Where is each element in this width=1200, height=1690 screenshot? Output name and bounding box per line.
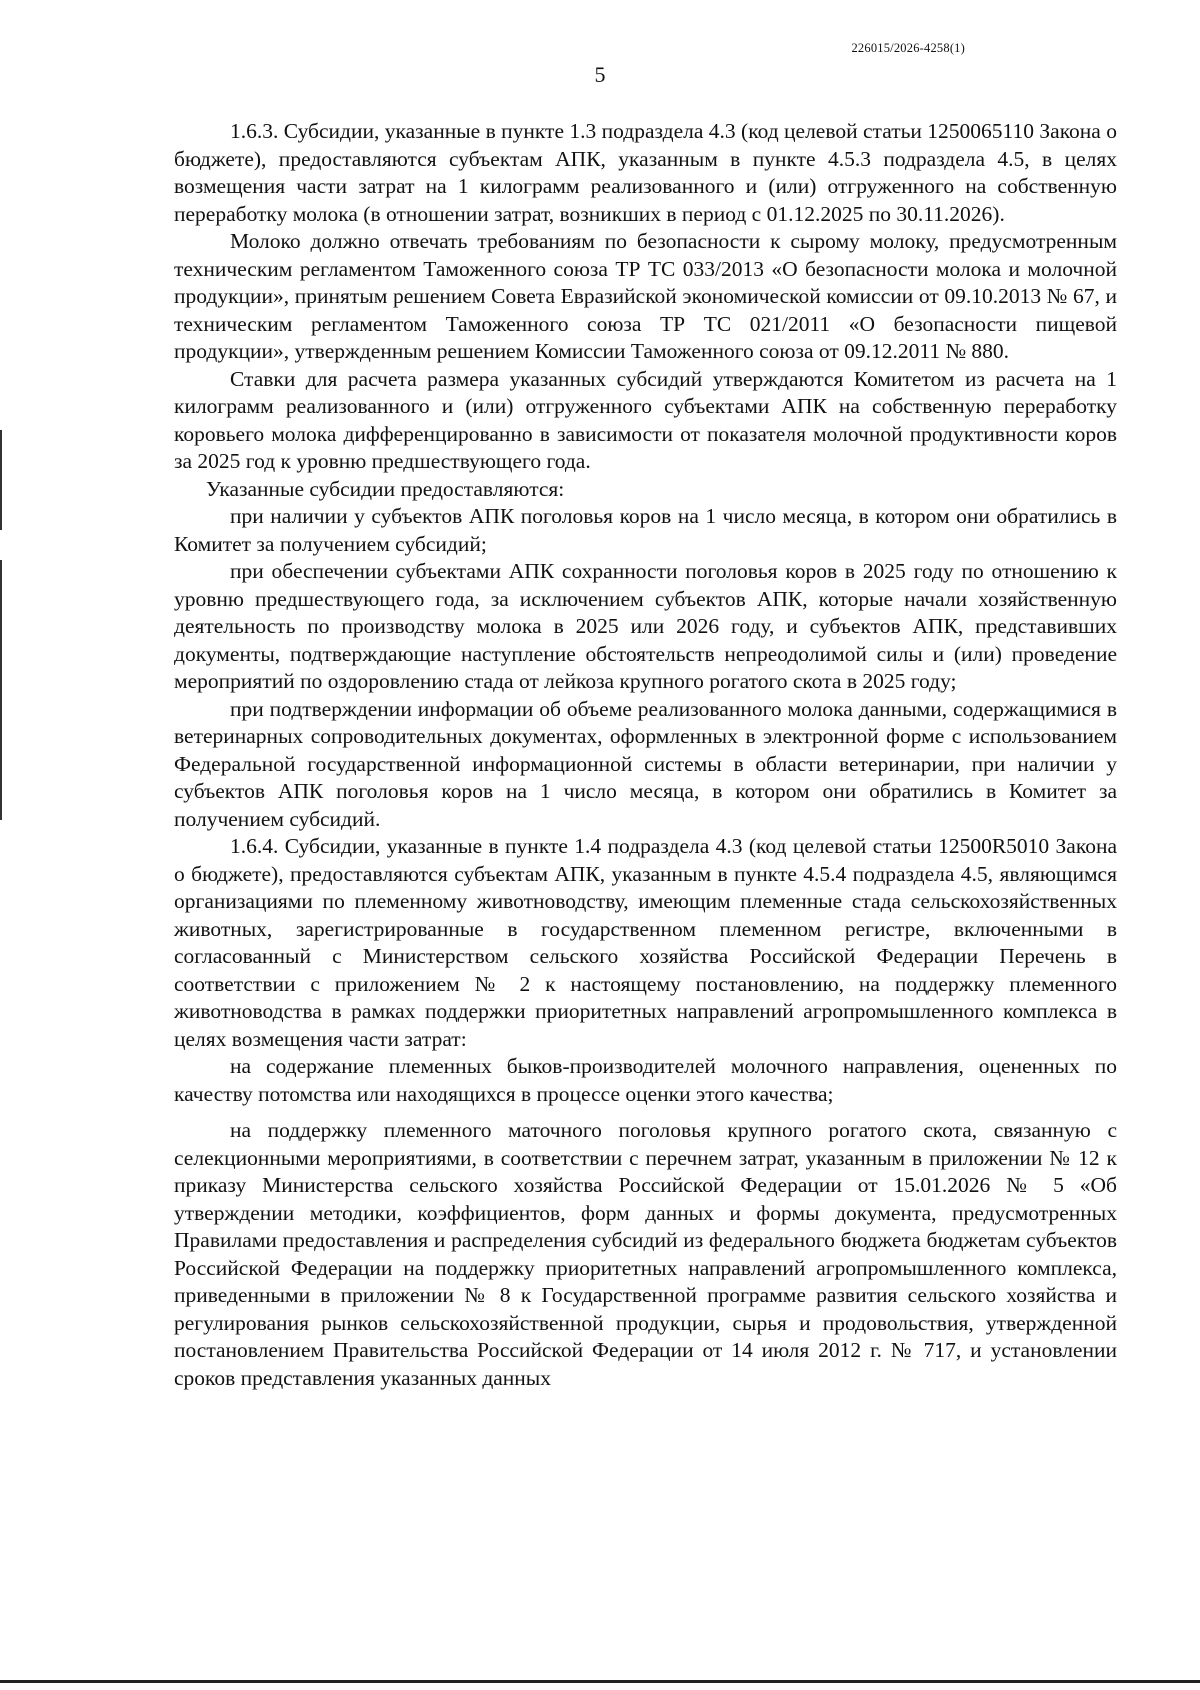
scan-edge-mark bbox=[0, 430, 2, 530]
paragraph-condition-livestock: при наличии у субъектов АПК поголовья коров на 1 число месяца, в котором они обратились в Комитет за получением субсидий; bbox=[174, 504, 1117, 556]
scan-edge-mark bbox=[0, 560, 2, 820]
paragraph-condition-veterinary: при подтверждении информации об объеме реализованного молока данными, содержащимися в ветеринарных сопроводительных документах, оформленных в электронной форме с использованием Федеральной государственной информационной системы в области ветеринарии, при наличии у субъектов АПК поголовья коров на 1 число месяца, в котором они обратились в Комитет за получением субсидий. bbox=[174, 696, 1117, 831]
document-registration-number: 226015/2026-4258(1) bbox=[851, 41, 965, 55]
scan-bottom-edge bbox=[0, 1680, 1200, 1683]
page-number: 5 bbox=[594, 62, 606, 87]
paragraph-1-6-3: 1.6.3. Субсидии, указанные в пункте 1.3 подраздела 4.3 (код целевой статьи 1250065110 Закона о бюджете), предоставляются субъектам АПК, указанным в пункте 4.5.3 подраздела 4.5, в целях возмещения части затрат на 1 килограмм реализованного и (или) отгруженного на собственную переработку молока (в отношении затрат, возникших в период с 01.12.2025 по 30.11.2026). bbox=[174, 119, 1117, 226]
paragraph-subsidy-rates: Ставки для расчета размера указанных субсидий утверждаются Комитетом из расчета на 1 килограмм реализованного и (или) отгруженного субъектами АПК на собственную переработку коровьего молока дифференцированно в зависимости от показателя молочной продуктивности коров за 2025 год к уровню предшествующего года. bbox=[174, 366, 1117, 473]
paragraph-condition-preservation: при обеспечении субъектами АПК сохранности поголовья коров в 2025 году по отношению к уровню предшествующего года, за исключением субъектов АПК, которые начали хозяйственную деятельность по производству молока в 2025 или 2026 году, и субъектов АПК, представивших документы, подтверждающие наступление обстоятельств непреодолимой силы и (или) проведение мероприятий по оздоровлению стада от лейкоза крупного рогатого скота в 2025 году; bbox=[174, 559, 1117, 693]
paragraph-milk-requirements: Молоко должно отвечать требованиям по безопасности к сырому молоку, предусмотренным техническим регламентом Таможенного союза ТР ТС 033/2013 «О безопасности молока и молочной продукции», принятым решением Совета Евразийской экономической комиссии от 09.10.2013 № 67, и техническим регламентом Таможенного союза ТР ТС 021/2011 «О безопасности пищевой продукции», утвержденным решением Комиссии Таможенного союза от 09.12.2011 № 880. bbox=[174, 229, 1117, 363]
paragraph-breeding-cows: на поддержку племенного маточного поголовья крупного рогатого скота, связанную с селекционными мероприятиями, в соответствии с перечнем затрат, указанным в приложении № 12 к приказу Министерства сельского хозяйства Российской Федерации от 15.01.2026 № 5 «Об утверждении методики, коэффициентов, форм данных и формы документа, предусмотренных Правилами предоставления и распределения субсидий из федерального бюджета бюджетам субъектов Российской Федерации на поддержку приоритетных направлений агропромышленного комплекса, приведенными в приложении № 8 к Государственной программе развития сельского хозяйства и регулирования рынков сельскохозяйственной продукции, сырья и продовольствия, утвержденной постановлением Правительства Российской Федерации от 14 июля 2012 г. № 717, и установлении сроков представления указанных данных bbox=[174, 1118, 1117, 1390]
paragraph-subsidy-conditions-intro: Указанные субсидии предоставляются: bbox=[206, 476, 565, 501]
paragraph-breeding-bulls: на содержание племенных быков-производителей молочного направления, оцененных по качеству потомства или находящихся в процессе оценки этого качества; bbox=[174, 1054, 1117, 1106]
paragraph-1-6-4: 1.6.4. Субсидии, указанные в пункте 1.4 подраздела 4.3 (код целевой статьи 12500R5010 Закона о бюджете), предоставляются субъектам АПК, указанным в пункте 4.5.4 подраздела 4.5, являющимся организациями по племенному животноводству, имеющим племенные стада сельскохозяйственных животных, зарегистрированные в государственном племенном регистре, включенными в согласованный с Министерством сельского хозяйства Российской Федерации Перечень в соответствии с приложением № 2 к настоящему постановлению, на поддержку племенного животноводства в рамках поддержки приоритетных направлений агропромышленного комплекса в целях возмещения части затрат: bbox=[174, 834, 1117, 1051]
document-body bbox=[174, 118, 1117, 1392]
